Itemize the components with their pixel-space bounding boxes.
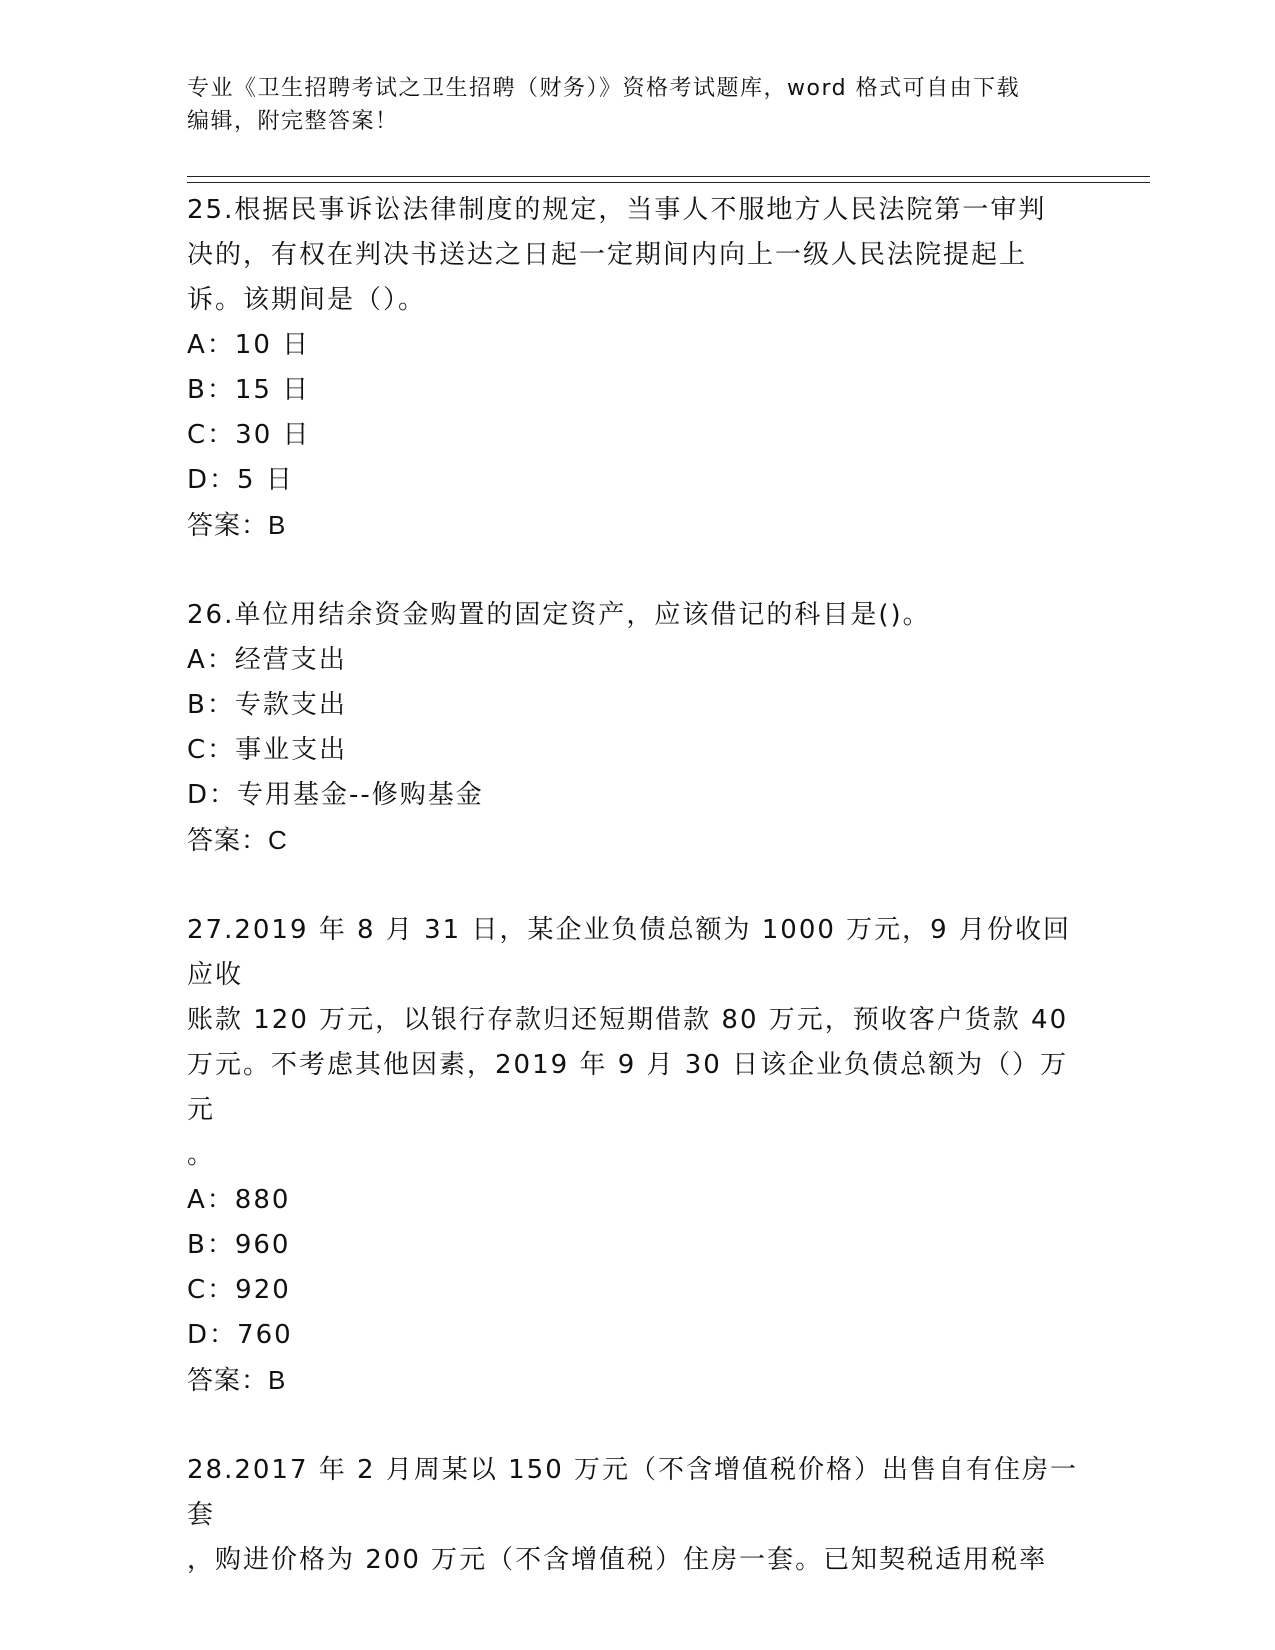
question-25-line-3: 诉。该期间是（）。: [187, 285, 427, 315]
question-25-option-b: B：15 日: [187, 375, 311, 405]
document-header: [187, 72, 1067, 138]
question-26: [187, 593, 1087, 863]
question-27-line-2: 账款 120 万元，以银行存款归还短期借款 80 万元，预收客户货款 40: [187, 1005, 1069, 1035]
question-27-line-4: 。: [187, 1140, 216, 1170]
question-26-answer: 答案：C: [187, 825, 288, 855]
question-25-answer: 答案：B: [187, 510, 287, 540]
question-28: [187, 1448, 1087, 1583]
spacer: [187, 863, 1087, 908]
question-27-option-d: D：760: [187, 1320, 293, 1350]
question-25-line-1: 25.根据民事诉讼法律制度的规定，当事人不服地方人民法院第一审判: [187, 195, 1047, 225]
question-26-line-1: 26.单位用结余资金购置的固定资产，应该借记的科目是()。: [187, 600, 931, 630]
question-list: [187, 188, 1087, 1583]
question-25-line-2: 决的，有权在判决书送达之日起一定期间内向上一级人民法院提起上: [187, 240, 1028, 270]
header-line-1: 专业《卫生招聘考试之卫生招聘（财务）》资格考试题库，word 格式可自由下载: [187, 76, 1021, 101]
header-rule-bottom: [187, 182, 1150, 183]
question-28-line-2: ，购进价格为 200 万元（不含增值税）住房一套。已知契税适用税率: [187, 1545, 1048, 1575]
spacer: [187, 548, 1087, 593]
question-27-line-1: 27.2019 年 8 月 31 日，某企业负债总额为 1000 万元，9 月份收回应收: [187, 915, 1071, 990]
question-26-option-b: B：专款支出: [187, 690, 347, 720]
spacer: [187, 1403, 1087, 1448]
header-line-2: 编辑，附完整答案！: [187, 109, 399, 134]
question-25-option-d: D：5 日: [187, 465, 294, 495]
question-27-option-b: B：960: [187, 1230, 291, 1260]
question-26-option-c: C：事业支出: [187, 735, 348, 765]
question-27-line-3: 万元。不考虑其他因素，2019 年 9 月 30 日该企业负债总额为（）万元: [187, 1050, 1069, 1125]
question-25: [187, 188, 1087, 548]
question-26-option-a: A：经营支出: [187, 645, 347, 675]
question-25-option-a: A：10 日: [187, 330, 311, 360]
header-rule-top: [187, 176, 1150, 177]
question-27: [187, 908, 1087, 1403]
question-27-option-a: A：880: [187, 1185, 291, 1215]
question-28-line-1: 28.2017 年 2 月周某以 150 万元（不含增值税价格）出售自有住房一套: [187, 1455, 1079, 1530]
question-27-answer: 答案：B: [187, 1365, 287, 1395]
question-25-option-c: C：30 日: [187, 420, 311, 450]
question-27-option-c: C：920: [187, 1275, 291, 1305]
question-26-option-d: D：专用基金--修购基金: [187, 780, 484, 810]
